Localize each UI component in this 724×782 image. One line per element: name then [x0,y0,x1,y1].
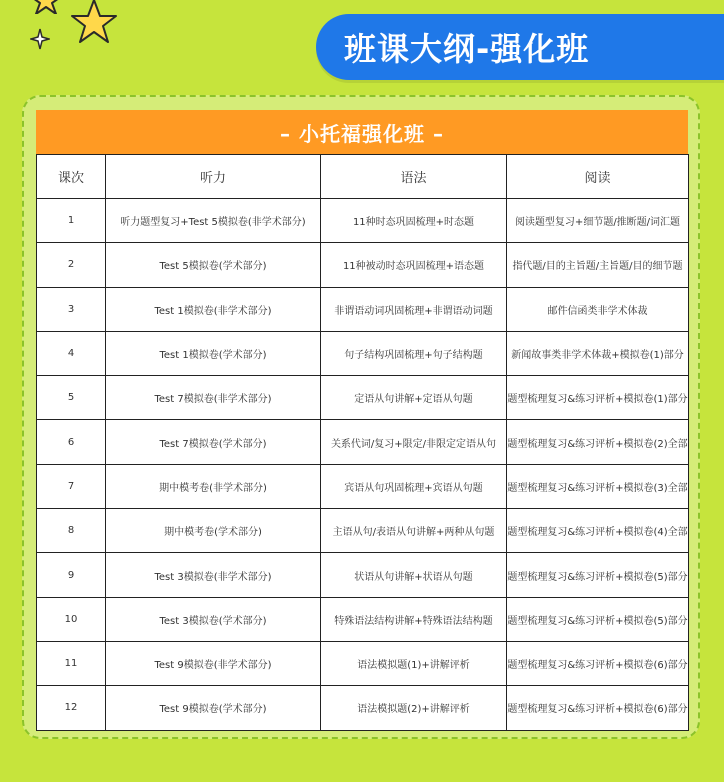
table-title: – 小托福强化班 – [36,110,688,154]
table-row [37,553,689,597]
lesson-number: 7 [37,464,106,508]
table-row [37,509,689,553]
reading-cell: 题型梳理复习&练习评析+模拟卷(5)部分 [507,597,689,641]
grammar-cell: 语法模拟题(1)+讲解评析 [321,641,507,685]
listening-cell: 期中模考卷(学术部分) [106,509,321,553]
star-icon [28,0,64,14]
table-row [37,597,689,641]
syllabus-table-container [36,110,688,730]
sparkle-icon [30,28,50,50]
reading-cell: 新闻故事类非学术体裁+模拟卷(1)部分 [507,331,689,375]
listening-cell: Test 1模拟卷(学术部分) [106,331,321,375]
lesson-number: 2 [37,243,106,287]
reading-cell: 邮件信函类非学术体裁 [507,287,689,331]
lesson-number: 4 [37,331,106,375]
lesson-number: 5 [37,376,106,420]
lesson-number: 11 [37,641,106,685]
listening-cell: 期中模考卷(非学术部分) [106,464,321,508]
listening-cell: Test 3模拟卷(非学术部分) [106,553,321,597]
column-header-reading: 阅读 [507,155,689,199]
listening-cell: Test 7模拟卷(学术部分) [106,420,321,464]
reading-cell: 阅读题型复习+细节题/推断题/词汇题 [507,199,689,243]
column-header-lesson: 课次 [37,155,106,199]
grammar-cell: 非谓语动词巩固梳理+非谓语动词题 [321,287,507,331]
page-banner [316,14,724,80]
star-icon [66,0,122,50]
reading-cell: 题型梳理复习&练习评析+模拟卷(1)部分 [507,376,689,420]
page-title: 班课大纲-强化班 [344,30,590,68]
lesson-number: 3 [37,287,106,331]
table-row [37,420,689,464]
lesson-number: 6 [37,420,106,464]
grammar-cell: 语法模拟题(2)+讲解评析 [321,686,507,730]
grammar-cell: 11种时态巩固梳理+时态题 [321,199,507,243]
grammar-cell: 关系代词/复习+限定/非限定定语从句 [321,420,507,464]
reading-cell: 题型梳理复习&练习评析+模拟卷(5)部分 [507,553,689,597]
grammar-cell: 定语从句讲解+定语从句题 [321,376,507,420]
grammar-cell: 句子结构巩固梳理+句子结构题 [321,331,507,375]
table-row [37,376,689,420]
lesson-number: 12 [37,686,106,730]
lesson-number: 1 [37,199,106,243]
listening-cell: Test 9模拟卷(学术部分) [106,686,321,730]
grammar-cell: 状语从句讲解+状语从句题 [321,553,507,597]
table-row [37,686,689,730]
reading-cell: 题型梳理复习&练习评析+模拟卷(3)全部 [507,464,689,508]
reading-cell: 指代题/目的主旨题/主旨题/目的细节题 [507,243,689,287]
table-header-row [37,155,689,199]
listening-cell: Test 7模拟卷(非学术部分) [106,376,321,420]
reading-cell: 题型梳理复习&练习评析+模拟卷(2)全部 [507,420,689,464]
lesson-number: 8 [37,509,106,553]
table-row [37,331,689,375]
grammar-cell: 主语从句/表语从句讲解+两种从句题 [321,509,507,553]
column-header-grammar: 语法 [321,155,507,199]
table-row [37,199,689,243]
table-row [37,287,689,331]
listening-cell: Test 3模拟卷(学术部分) [106,597,321,641]
listening-cell: 听力题型复习+Test 5模拟卷(非学术部分) [106,199,321,243]
listening-cell: Test 5模拟卷(学术部分) [106,243,321,287]
table-row [37,243,689,287]
reading-cell: 题型梳理复习&练习评析+模拟卷(6)部分 [507,641,689,685]
listening-cell: Test 1模拟卷(非学术部分) [106,287,321,331]
table-row [37,641,689,685]
syllabus-table [36,154,689,731]
table-row [37,464,689,508]
grammar-cell: 11种被动时态巩固梳理+语态题 [321,243,507,287]
lesson-number: 10 [37,597,106,641]
reading-cell: 题型梳理复习&练习评析+模拟卷(6)部分 [507,686,689,730]
column-header-listening: 听力 [106,155,321,199]
grammar-cell: 特殊语法结构讲解+特殊语法结构题 [321,597,507,641]
grammar-cell: 宾语从句巩固梳理+宾语从句题 [321,464,507,508]
listening-cell: Test 9模拟卷(非学术部分) [106,641,321,685]
lesson-number: 9 [37,553,106,597]
reading-cell: 题型梳理复习&练习评析+模拟卷(4)全部 [507,509,689,553]
